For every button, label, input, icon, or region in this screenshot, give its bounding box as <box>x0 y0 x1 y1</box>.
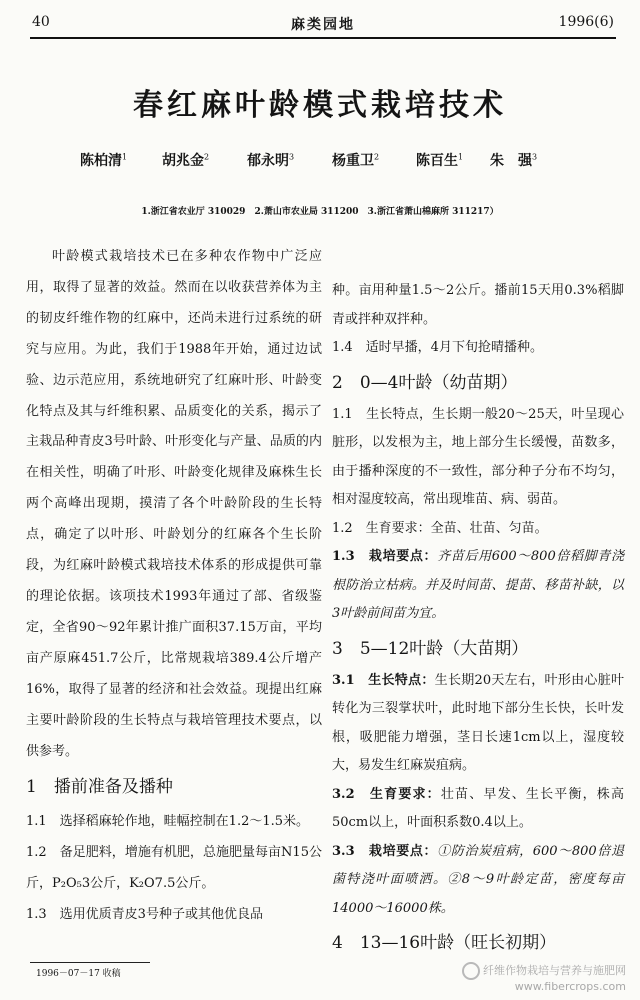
paragraph-text: 生长期20天左右，叶形由心脏叶转化为三裂掌状叶，此时地下部分生长快，长叶发根，吸肥能力增强，茎日长速1cm以上，湿度较大，易发生红麻炭疽病。 <box>332 672 625 773</box>
paragraph: 1.3 选用优质青皮3号种子或其他优良品 <box>26 907 263 923</box>
footnote-rule <box>30 962 150 963</box>
paragraph <box>332 667 624 781</box>
subsection-label: 3.2 生育要求： <box>332 786 441 802</box>
author: 胡兆金$^2$ <box>162 152 210 169</box>
author: 陈柏清$^1$ <box>80 152 128 169</box>
paragraph <box>332 543 624 629</box>
section-heading: 1 播前准备及播种 <box>26 777 173 798</box>
affiliations: 1.浙江省农业厅 310029 2.萧山市农业局 311200 3.浙江省萧山棉麻所 311217） <box>141 207 499 217</box>
header-rule <box>30 37 616 39</box>
issue-number: 1996(6) <box>558 14 614 30</box>
watermark-logo-icon <box>462 962 480 980</box>
watermark-line2: www.fibercrops.com <box>514 980 626 993</box>
paragraph-text: 壮苗、早发、生长平衡，株高50cm以上，叶面积系数0.4以上。 <box>332 786 624 830</box>
author: 郁永明$^3$ <box>247 152 295 169</box>
paragraph: 1.1 生长特点，生长期一般20～25天，叶呈现心脏形，以发根为主，地上部分生长缓慢，苗数多，由于播种深度的不一致性，部分种子分布不均匀，相对湿度较高，常出现堆苗、病、弱苗。 <box>332 406 624 507</box>
author: 杨重卫$^2$ <box>332 152 380 169</box>
section-heading: 3 5—12叶龄（大苗期） <box>332 638 529 659</box>
watermark-line1: 纤维作物栽培与营养与施肥网 <box>483 964 626 977</box>
paragraph <box>332 838 624 924</box>
left-column <box>26 242 322 931</box>
running-header <box>32 6 614 36</box>
paragraph: 种。亩用种量1.5～2公斤。播前15天用0.3%稻脚青或拌种双拌种。 <box>332 283 624 327</box>
paragraph: 1.4 适时早播，4月下旬抢晴播种。 <box>332 340 543 355</box>
subsection-label: 1.3 栽培要点： <box>332 549 438 564</box>
watermark <box>462 962 626 994</box>
paragraph: 1.2 生育要求：全苗、壮苗、匀苗。 <box>332 520 548 536</box>
paragraph: 1.2 备足肥料，增施有机肥，总施肥量每亩N15公斤，P₂O₅3公斤，K₂O7.5公斤。 <box>26 845 322 892</box>
article-title: 春红麻叶龄模式栽培技术 <box>133 88 507 123</box>
journal-name: 麻类园地 <box>291 17 355 33</box>
paragraph-text: ①防治炭疽病，600～800倍退菌特浇叶面喷洒。②8～9叶龄定苗，密度每亩14000～16000株。 <box>332 843 624 916</box>
author: 陈百生$^1$ <box>416 152 464 169</box>
footnote: 1996－07－17 收稿 <box>36 969 121 979</box>
subsection-label: 3.3 栽培要点： <box>332 843 438 859</box>
intro-paragraph: 叶龄模式栽培技术已在多种农作物中广泛应用，取得了显著的效益。然而在以收获营养体为主的韧皮纤维作物的红麻中，还尚未进行过系统的研究与应用。为此，我们于1988年开始，通过边试验、边示范应用，系统地研究了红麻叶形、叶龄变化特点及其与纤维积累、品质变化的关系，揭示了主栽品种青皮3号叶龄、叶形变化与产量、品质的内在相关性，明确了叶形、叶龄变化规律及麻株生长两个高峰出现期，摸清了各个叶龄阶段的生长特点，确定了以叶形、叶龄划分的红麻各个生长阶段，为红麻叶龄模式栽培技术体系的形成提供可靠的理论依据。该项技术1993年通过了部、省级鉴定，全省90～92年累计推广面积37.15万亩，平均亩产原麻451.7公斤，比常规栽培389.4公斤增产16%，取得了显著的经济和社会效益。现提出红麻主要叶龄阶段的生长特点与栽培管理技术要点，以供参考。 <box>26 249 322 759</box>
section-heading: 4 13—16叶龄（旺长初期） <box>332 933 557 953</box>
page-number: 40 <box>32 14 50 30</box>
section-heading: 2 0—4叶龄（幼苗期） <box>332 372 518 393</box>
paragraph-text: 齐苗后用600～800倍稻脚青浇根防治立枯病。并及时间苗、提苗、移苗补缺，以3叶龄前间苗为宜。 <box>332 549 624 621</box>
right-column <box>332 277 624 961</box>
paragraph: 1.1 选择稻麻轮作地，畦幅控制在1.2～1.5米。 <box>26 814 310 830</box>
author: 朱 强$^3$ <box>490 152 538 169</box>
subsection-label: 3.1 生长特点： <box>332 672 435 688</box>
paragraph <box>332 781 624 838</box>
